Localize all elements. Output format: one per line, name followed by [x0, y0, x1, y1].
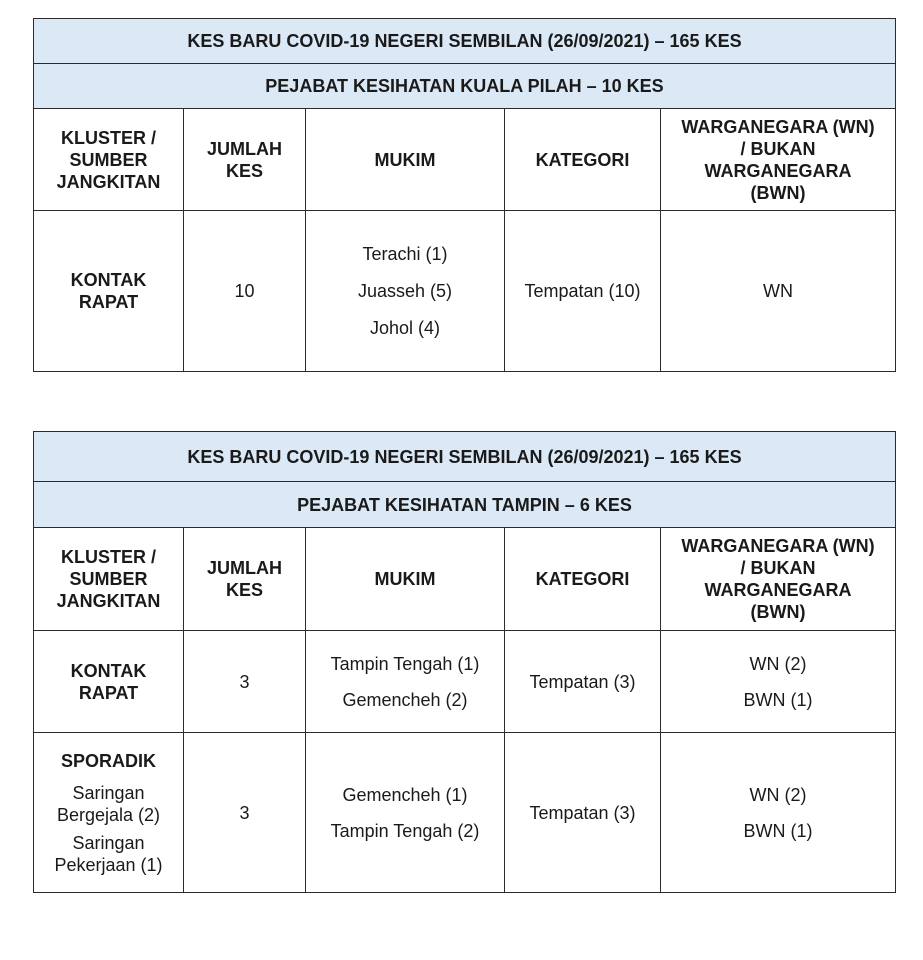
cell-kategori: Tempatan (3) — [505, 631, 661, 733]
header-mukim: MUKIM — [306, 528, 505, 631]
header-jumlah: JUMLAH KES — [184, 528, 306, 631]
cell-mukim: Terachi (1) Juasseh (5) Johol (4) — [306, 211, 505, 372]
header-warganegara: WARGANEGARA (WN) / BUKAN WARGANEGARA (BWN) — [661, 109, 896, 211]
cell-warganegara: WN (2) BWN (1) — [661, 631, 896, 733]
table-row — [34, 631, 896, 733]
table-subtitle: PEJABAT KESIHATAN TAMPIN – 6 KES — [34, 482, 896, 528]
kluster-item: Saringan Bergejala (2) — [56, 782, 161, 825]
header-kategori: KATEGORI — [505, 528, 661, 631]
cell-warganegara: WN (2) BWN (1) — [661, 733, 896, 893]
table-subtitle: PEJABAT KESIHATAN KUALA PILAH – 10 KES — [34, 64, 896, 109]
kluster-item: Saringan Pekerjaan (1) — [54, 832, 163, 875]
cell-warganegara: WN — [661, 211, 896, 372]
cell-kategori: Tempatan (10) — [505, 211, 661, 372]
cell-mukim: Gemencheh (1) Tampin Tengah (2) — [306, 733, 505, 893]
cell-jumlah: 3 — [184, 631, 306, 733]
table-row — [34, 733, 896, 893]
table-row — [34, 211, 896, 372]
table-title: KES BARU COVID-19 NEGERI SEMBILAN (26/09/2021) – 165 KES — [34, 432, 896, 482]
header-warganegara: WARGANEGARA (WN) / BUKAN WARGANEGARA (BWN) — [661, 528, 896, 631]
cell-kluster: KONTAK RAPAT — [34, 631, 184, 733]
header-kluster: KLUSTER / SUMBER JANGKITAN — [34, 109, 184, 211]
cell-kluster: SPORADIK Saringan Bergejala (2) Saringan Pekerjaan (1) — [34, 733, 184, 893]
table-title: KES BARU COVID-19 NEGERI SEMBILAN (26/09/2021) – 165 KES — [34, 19, 896, 64]
cell-kluster: KONTAK RAPAT — [34, 211, 184, 372]
header-kluster: KLUSTER / SUMBER JANGKITAN — [34, 528, 184, 631]
cell-jumlah: 10 — [184, 211, 306, 372]
kuala-pilah-table — [33, 18, 896, 372]
header-jumlah: JUMLAH KES — [184, 109, 306, 211]
header-mukim: MUKIM — [306, 109, 505, 211]
cell-jumlah: 3 — [184, 733, 306, 893]
cell-mukim: Tampin Tengah (1) Gemencheh (2) — [306, 631, 505, 733]
header-kategori: KATEGORI — [505, 109, 661, 211]
tampin-table — [33, 431, 896, 893]
cell-kategori: Tempatan (3) — [505, 733, 661, 893]
